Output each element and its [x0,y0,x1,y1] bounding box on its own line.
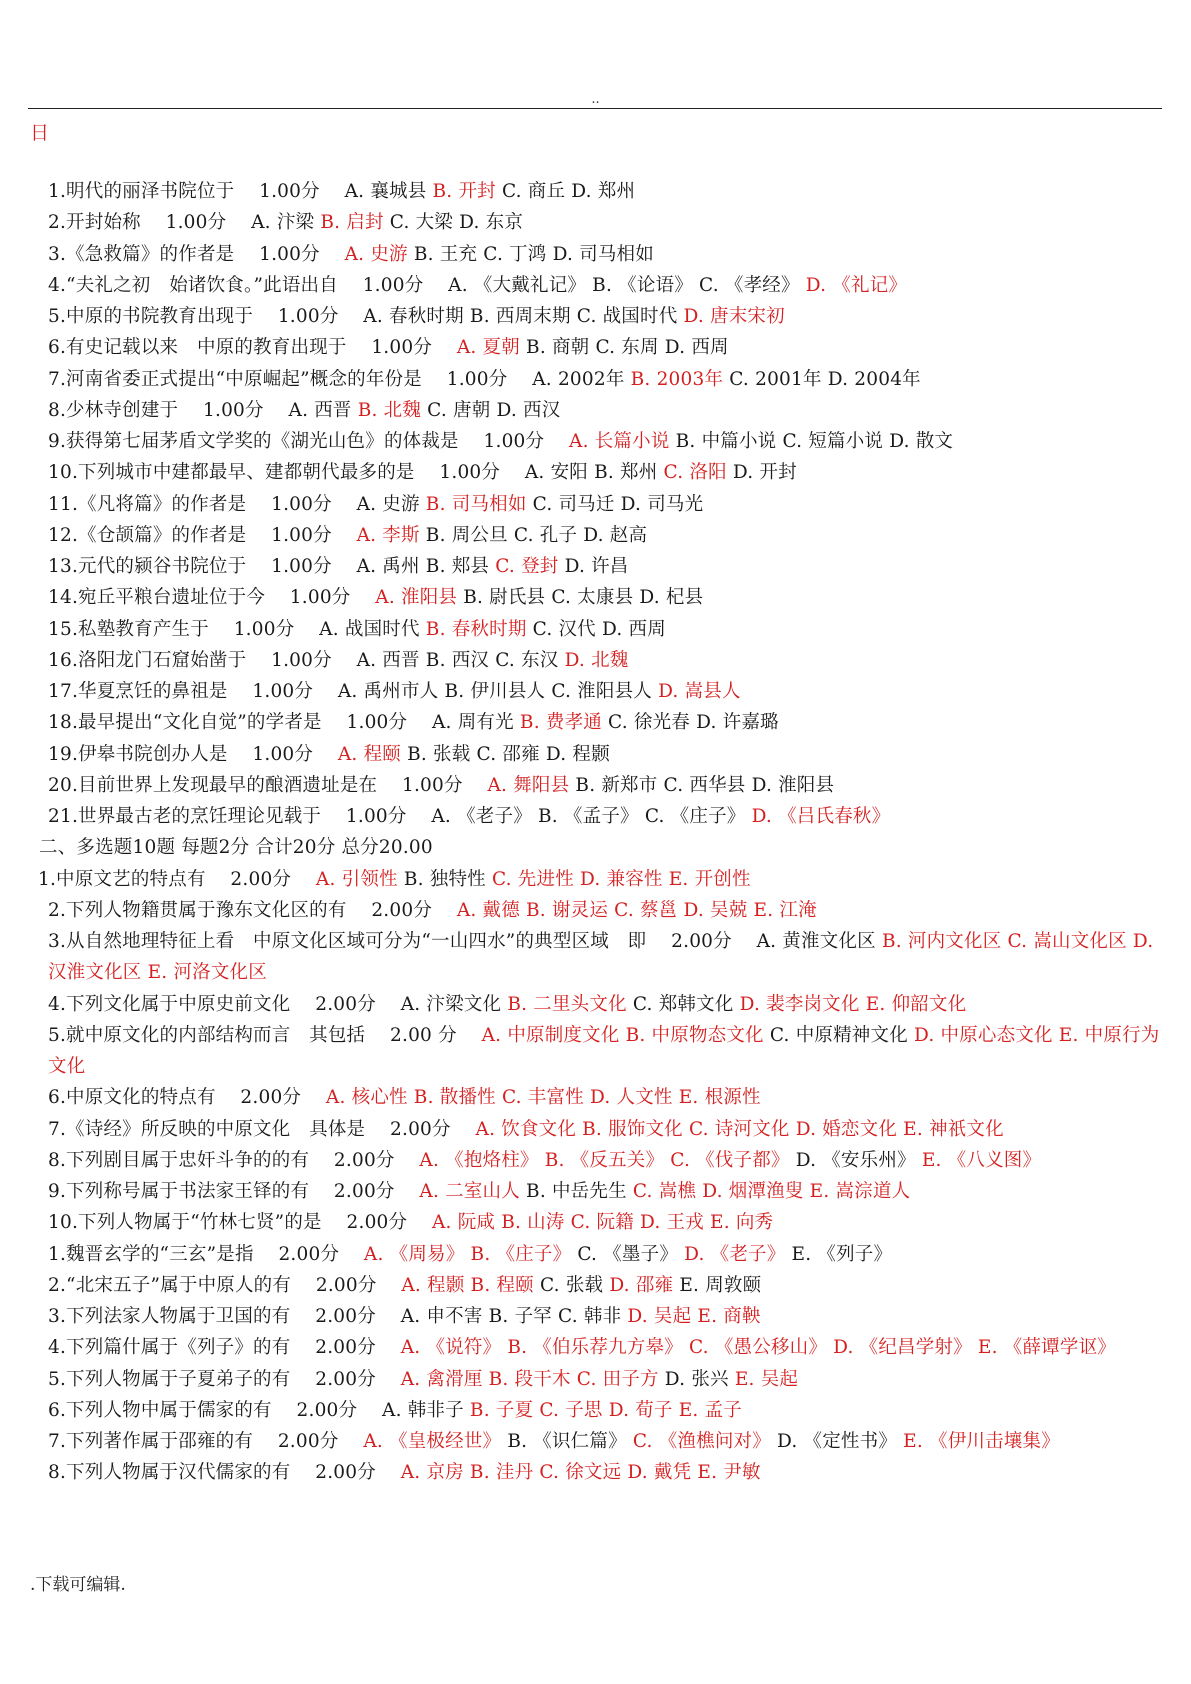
answer-choice: E. 《八义图》 [921,1149,1042,1171]
header-mark: .. [591,92,600,107]
question-item [30,864,1165,895]
other-choices: E. 《列子》 [785,1243,893,1265]
other-choices: C. 唐朝 D. 西汉 [421,399,561,421]
question-item [30,551,1165,582]
answer-choice: B. 子夏 C. 子思 D. 荀子 E. 孟子 [469,1399,742,1421]
answer-choice: C. 登封 [495,556,559,577]
other-choices: B. 独特性 [397,868,492,890]
question-item [30,457,1165,488]
answer-choice: B. 2003年 [630,368,724,390]
other-choices: B. 王充 C. 丁鸿 D. 司马相如 [407,243,654,265]
answer-choice: A. 李斯 [356,524,420,546]
answer-choice: D. 北魏 [564,649,629,671]
other-choices: C. 张载 [533,1274,610,1296]
question-text: 6.下列人物中属于儒家的有 2.00分 A. 韩非子 [48,1399,470,1421]
question-text: 10.下列城市中建都最早、建都朝代最多的是 1.00分 A. 安阳 B. 郑州 [48,462,664,484]
question-item [30,207,1165,238]
answer-choice: C. 嵩樵 D. 烟潭渔叟 E. 嵩淙道人 [632,1181,911,1202]
question-item [30,582,1165,613]
question-text: 2.开封始称 1.00分 A. 汴梁 [48,212,321,234]
question-text: 11.《凡将篇》的作者是 1.00分 A. 史游 [48,493,426,515]
question-text: 1.魏晋玄学的“三玄”是指 2.00分 [48,1243,364,1265]
question-text: 1.明代的丽泽书院位于 1.00分 A. 襄城县 [48,181,433,202]
answer-choice: A. 核心性 B. 散播性 C. 丰富性 D. 人文性 E. 根源性 [325,1087,761,1109]
question-item [30,1332,1165,1363]
question-text: 8.下列剧目属于忠奸斗争的的有 2.00分 [48,1149,420,1171]
other-choices: E. 周敦颐 [673,1274,762,1296]
question-text: 2.“北宋五子”属于中原人的有 2.00分 [48,1274,402,1296]
question-item [30,426,1165,457]
question-text: 3.《急救篇》的作者是 1.00分 [48,243,345,265]
question-item [30,1301,1165,1332]
question-item [30,926,1165,989]
question-item [30,1207,1165,1238]
other-choices: B. 张载 C. 邵雍 D. 程颢 [401,743,610,765]
question-text: 3.从自然地理特征上看 中原文化区域可分为“一山四水”的典型区域 即 2.00分 A. 黄淮文化区 [48,931,882,952]
answer-choice: C. 先进性 D. 兼容性 E. 开创性 [491,868,751,890]
question-text: 13.元代的颍谷书院位于 1.00分 A. 禹州 B. 郏县 [48,556,496,577]
other-choices: C. 中原精神文化 [763,1024,914,1046]
question-item [30,676,1165,707]
question-text: 4.“夫礼之初 始诸饮食。”此语出自 1.00分 A. 《大戴礼记》 B. 《论语》 C. 《孝经》 [48,274,806,296]
question-item [30,1176,1165,1207]
other-choices: B. 商朝 C. 东周 D. 西周 [519,337,729,359]
section2-title: 二、多选题10题 每题2分 合计20分 总分20.00 [39,837,433,859]
question-item [30,270,1165,301]
answer-choice: A. 程颐 [337,743,401,765]
question-text: 5.中原的书院教育出现于 1.00分 A. 春秋时期 B. 西周末期 C. 战国时代 [48,306,684,327]
single-choice-section [30,176,1165,832]
answer-choice: E. 吴起 [734,1368,799,1390]
question-text: 12.《仓颉篇》的作者是 1.00分 [48,524,357,546]
answer-choice: D. 嵩县人 [658,681,741,702]
answer-choice: A. 史游 [344,243,408,265]
question-text: 1.中原文艺的特点有 2.00分 [38,868,316,890]
answer-choice: A. 长篇小说 [569,431,670,452]
answer-choice: D. 唐末宋初 [683,306,785,327]
question-item [30,707,1165,738]
answer-choice: A. 程颢 B. 程颐 [401,1274,534,1296]
question-item [30,1114,1165,1145]
question-item [30,739,1165,770]
other-choices: C. 《墨子》 [571,1243,685,1265]
question-text: 15.私塾教育产生于 1.00分 A. 战国时代 [48,618,426,640]
other-choices: D. 《安乐州》 [789,1149,922,1171]
answer-choice: B. 北魏 [357,399,422,421]
other-choices: C. 商丘 D. 郑州 [495,181,636,202]
other-choices: B. 《识仁篇》 [501,1431,633,1452]
other-choices: B. 新郑市 C. 西华县 D. 淮阳县 [569,774,835,796]
question-item [30,395,1165,426]
answer-choice: B. 开封 [432,181,496,202]
question-item [30,1270,1165,1301]
question-text: 19.伊皋书院创办人是 1.00分 [48,743,338,765]
answer-choice: A. 淮阳县 [375,587,458,609]
answer-choice: A. 京房 B. 洼丹 C. 徐文远 D. 戴凭 E. 尹敏 [400,1462,761,1484]
question-item [30,239,1165,270]
answer-choice: D. 中原心态文化 E. 中原行为文化 [48,1024,1160,1077]
question-item [30,176,1165,207]
question-text: 7.河南省委正式提出“中原崛起”概念的年份是 1.00分 A. 2002年 [48,368,631,390]
other-choices: D. 张兴 [658,1368,735,1390]
question-item [30,301,1165,332]
question-text: 4.下列文化属于中原史前文化 2.00分 A. 汴梁文化 [48,993,508,1015]
question-text: 9.下列称号属于书法家王铎的有 2.00分 [48,1181,420,1202]
question-text: 4.下列篇什属于《列子》的有 2.00分 [48,1337,401,1359]
question-item [30,1395,1165,1426]
answer-choice: B. 费孝通 [519,712,602,734]
question-item [30,489,1165,520]
question-text: 14.宛丘平粮台遗址位于今 1.00分 [48,587,376,609]
question-text: 16.洛阳龙门石窟始凿于 1.00分 A. 西晋 B. 西汉 C. 东汉 [48,649,565,671]
answer-choice: B. 河内文化区 C. 嵩山文化区 D. 汉淮文化区 E. 河洛文化区 [48,931,1154,984]
answer-choice: A. 饮食文化 B. 服饰文化 C. 诗河文化 D. 婚恋文化 E. 神祇文化 [475,1118,1004,1140]
question-item [30,1082,1165,1113]
question-item [30,1020,1165,1083]
question-list [30,176,1165,1489]
question-item [30,1457,1165,1488]
question-text: 8.下列人物属于汉代儒家的有 2.00分 [48,1462,401,1484]
answer-choice: A. 《抱烙柱》 B. 《反五关》 C. 《伐子都》 [419,1149,790,1171]
answer-choice: A. 舞阳县 [487,774,570,796]
multi-choice-section [30,864,1165,1489]
question-text: 3.下列法家人物属于卫国的有 2.00分 A. 申不害 B. 子罕 C. 韩非 [48,1306,628,1327]
other-choices: C. 2001年 D. 2004年 [723,368,921,390]
top-character: 日 [30,122,50,144]
question-text: 20.目前世界上发现最早的酿酒遗址是在 1.00分 [48,774,488,796]
answer-choice: D. 《老子》 [684,1243,786,1265]
question-item [30,364,1165,395]
question-item [30,801,1165,832]
answer-choice: D. 《礼记》 [805,274,908,296]
answer-choice: A. 《皇极经世》 [363,1431,502,1452]
question-text: 5.下列人物属于子夏弟子的有 2.00分 [48,1368,401,1390]
question-item [30,614,1165,645]
question-item [30,1239,1165,1270]
question-item [30,1426,1165,1457]
other-choices: B. 中岳先生 [519,1181,633,1202]
question-text: 6.中原文化的特点有 2.00分 [48,1087,326,1109]
question-text: 9.获得第七届茅盾文学奖的《湖光山色》的体裁是 1.00分 [48,431,570,452]
answer-choice: A. 《周易》 B. 《庄子》 [363,1243,572,1265]
question-text: 5.就中原文化的内部结构而言 其包括 2.00 分 [48,1024,482,1046]
answer-choice: B. 启封 [320,212,384,234]
question-item [30,989,1165,1020]
answer-choice: D. 吴起 E. 商鞅 [627,1306,761,1327]
header-rule [28,108,1162,109]
question-text: 7.下列著作属于邵雍的有 2.00分 [48,1431,364,1452]
other-choices: C. 大梁 D. 东京 [383,212,524,234]
answer-choice: E. 《伊川击壤集》 [903,1431,1060,1452]
question-item [30,520,1165,551]
answer-choice: D. 《吕氏春秋》 [751,806,891,827]
other-choices: D. 许昌 [558,556,629,577]
other-choices: C. 司马迁 D. 司马光 [526,493,704,515]
answer-choice: A. 二室山人 [419,1181,520,1202]
answer-choice: A. 中原制度文化 B. 中原物态文化 [481,1024,764,1046]
answer-choice: C. 《渔樵问对》 [632,1431,771,1452]
answer-choice: A. 《说符》 B. 《伯乐荐九方皋》 C. 《愚公移山》 D. 《纪昌学射》 E. 《薛谭学讴》 [400,1337,1116,1359]
question-text: 21.世界最古老的烹饪理论见载于 1.00分 A. 《老子》 B. 《孟子》 C. 《庄子》 [48,806,752,827]
question-text: 18.最早提出“文化自觉”的学者是 1.00分 A. 周有光 [48,712,520,734]
other-choices: D. 开封 [726,462,797,484]
other-choices: D. 《定性书》 [770,1431,904,1452]
answer-choice: D. 邵雍 [609,1274,674,1296]
answer-choice: B. 春秋时期 [425,618,527,640]
answer-choice: C. 洛阳 [663,462,727,484]
other-choices: C. 汉代 D. 西周 [526,618,666,640]
question-item [30,645,1165,676]
question-text: 2.下列人物籍贯属于豫东文化区的有 2.00分 [48,899,457,921]
question-item [30,1364,1165,1395]
answer-choice: A. 戴德 B. 谢灵运 C. 蔡邕 D. 吴兢 E. 江淹 [456,899,817,921]
answer-choice: A. 阮咸 B. 山涛 C. 阮籍 D. 王戎 E. 向秀 [432,1212,774,1234]
answer-choice: A. 引领性 [315,868,398,890]
other-choices: C. 徐光春 D. 许嘉璐 [601,712,779,734]
answer-choice: A. 禽滑厘 B. 段干木 C. 田子方 [400,1368,659,1390]
question-text: 10.下列人物属于“竹林七贤”的是 2.00分 [48,1212,432,1234]
answer-choice: B. 司马相如 [425,493,527,515]
question-item [30,332,1165,363]
other-choices: B. 中篇小说 C. 短篇小说 D. 散文 [669,431,954,452]
question-item [30,895,1165,926]
question-text: 7.《诗经》所反映的中原文化 具体是 2.00分 [48,1118,476,1140]
question-item [30,770,1165,801]
answer-choice: D. 裴李岗文化 E. 仰韶文化 [739,993,967,1015]
answer-choice: B. 二里头文化 [507,993,627,1015]
question-text: 6.有史记载以来 中原的教育出现于 1.00分 [48,337,457,359]
other-choices: B. 周公旦 C. 孔子 D. 赵高 [419,524,648,546]
question-item [30,1145,1165,1176]
other-choices: B. 尉氏县 C. 太康县 D. 杞县 [457,587,704,609]
answer-choice: A. 夏朝 [456,337,520,359]
other-choices: C. 郑韩文化 [626,993,740,1015]
question-text: 17.华夏烹饪的鼻祖是 1.00分 A. 禹州市人 B. 伊川县人 C. 淮阳县人 [48,681,659,702]
footer-note: .下载可编辑. [30,1575,126,1595]
question-text: 8.少林寺创建于 1.00分 A. 西晋 [48,399,358,421]
